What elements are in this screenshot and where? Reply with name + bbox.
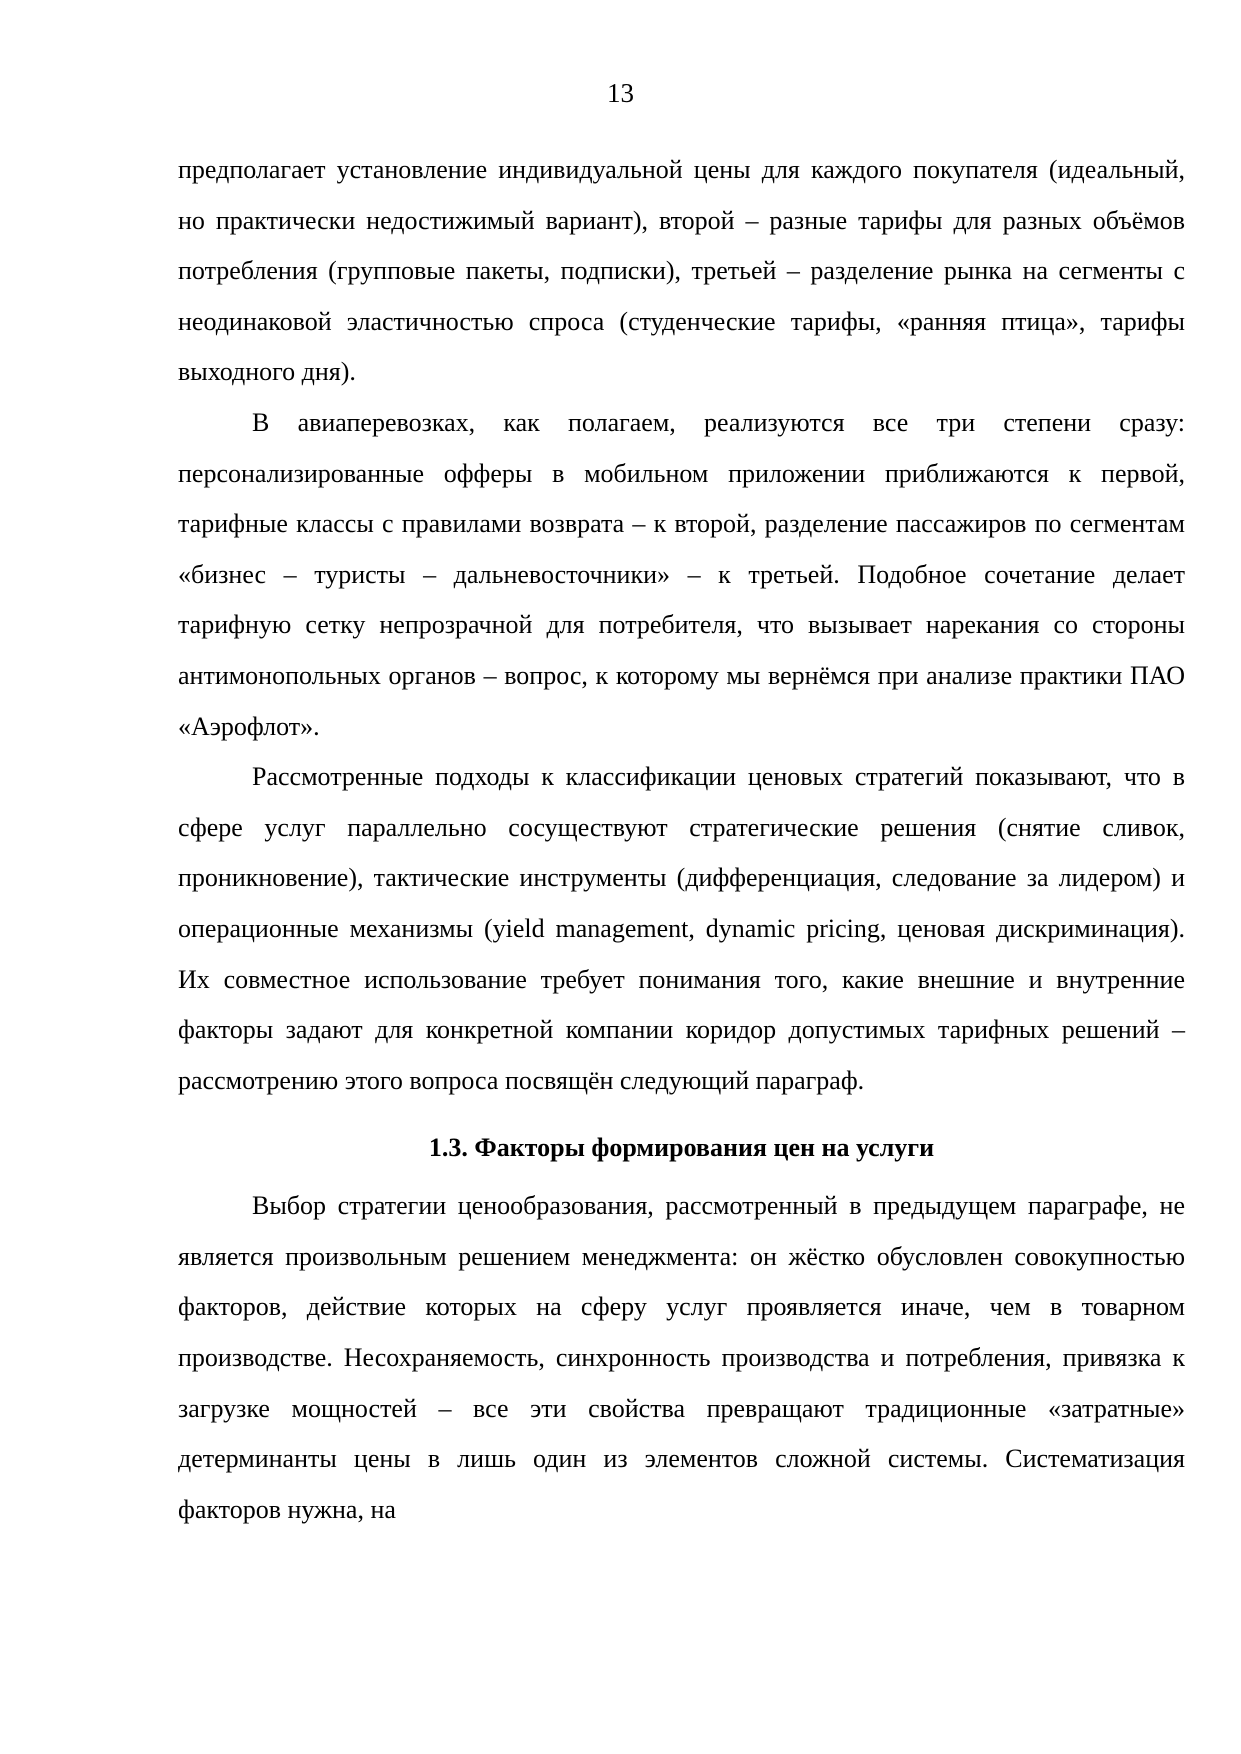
paragraph-continuation: предполагает установление индивидуальной цены для каждого покупателя (идеальный, но практически недостижимый вариант), второй – разные тарифы для разных объёмов потребления (групповые пакеты, подписки), третьей – разделение рынка на сегменты с неодинаковой эластичностью спроса (студенческие тарифы, «ранняя птица», тарифы выходного дня).: [178, 155, 1185, 387]
page-number: 13: [607, 78, 634, 108]
paragraph-summary: Рассмотренные подходы к классификации ценовых стратегий показывают, что в сфере услуг параллельно сосуществуют стратегические решения (снятие сливок, проникновение), тактические инструменты (дифференциация, следование за лидером) и операционные механизмы (yield management, dynamic pricing, ценовая дискриминация). Их совместное использование требует понимания того, какие внешние и внутренние факторы задают для конкретной компании коридор допустимых тарифных решений – рассмотрению этого вопроса посвящён следующий параграф.: [178, 762, 1185, 1095]
paragraph-section-intro: Выбор стратегии ценообразования, рассмотренный в предыдущем параграфе, не является произвольным решением менеджмента: он жёстко обусловлен совокупностью факторов, действие которых на сферу услуг проявляется иначе, чем в товарном производстве. Несохраняемость, синхронность производства и потребления, привязка к загрузке мощностей – все эти свойства превращают традиционные «затратные» детерминанты цены в лишь один из элементов сложной системы. Систематизация факторов нужна, на: [178, 1191, 1185, 1524]
page-content: [178, 145, 1185, 1535]
section-heading: 1.3. Факторы формирования цен на услуги: [428, 1133, 935, 1163]
paragraph-aviation: В авиаперевозках, как полагаем, реализуются все три степени сразу: персонализированные офферы в мобильном приложении приближаются к первой, тарифные классы с правилами возврата – к второй, разделение пассажиров по сегментам «бизнес – туристы – дальневосточники» – к третьей. Подобное сочетание делает тарифную сетку непрозрачной для потребителя, что вызывает нарекания со стороны антимонопольных органов – вопрос, к которому мы вернёмся при анализе практики ПАО «Аэрофлот».: [178, 407, 1185, 741]
